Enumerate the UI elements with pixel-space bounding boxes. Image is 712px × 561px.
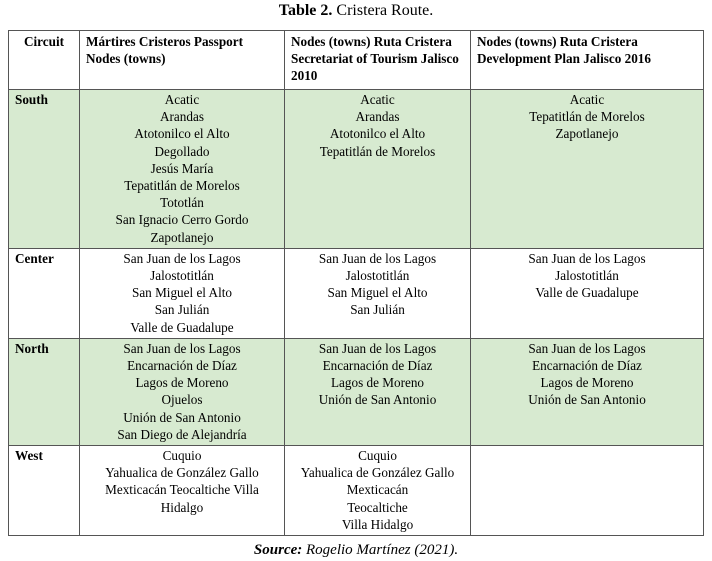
header-development-2016: Nodes (towns) Ruta Cristera Development Plan Jalisco 2016 [471,31,704,90]
table-source [0,540,712,560]
town-name: Unión de San Antonio [318,392,437,408]
town-name: Yahualica de González Gallo [300,465,455,481]
town-name: Valle de Guadalupe [535,285,639,301]
town-name: Acatic [360,92,395,107]
towns-cell [285,338,471,445]
town-name: Lagos de Moreno [330,375,425,391]
town-name: Arandas [160,109,204,125]
town-name: San Juan de los Lagos [528,250,646,266]
town-name: Ojuelos [161,392,203,408]
caption-text: Cristera Route. [332,2,434,19]
header-passport-nodes: Mártires Cristeros Passport Nodes (towns) [80,31,285,90]
town-name: San Juan de los Lagos [318,250,437,266]
town-name: Jesús María [150,160,214,176]
town-name: Atotonilco el Alto [329,126,426,142]
town-name: Acatic [164,92,200,107]
town-name: Jalostotitlán [345,268,410,284]
town-name: San Juan de los Lagos [123,250,241,266]
town-name: Lagos de Moreno [135,375,229,391]
town-name: Encarnación de Díaz [127,358,237,374]
town-name: San Miguel el Alto [131,285,232,301]
towns-cell [80,248,285,338]
town-name: Teocaltiche [347,499,408,515]
circuit-cell: West [9,446,80,536]
town-name: Mexticacán [346,482,409,498]
towns-cell [285,446,471,536]
town-name: Tototlán [160,195,204,211]
table-header-row [9,31,704,90]
town-name: San Juan de los Lagos [123,340,241,356]
towns-cell [285,90,471,249]
town-name: Cuquio [358,448,397,464]
town-name: Villa Hidalgo [341,516,414,532]
town-name: San Miguel el Alto [327,285,428,301]
towns-cell [80,446,285,536]
town-name: Unión de San Antonio [528,392,646,408]
table-row [9,338,704,445]
circuit-cell: South [9,90,80,249]
town-name: Acatic [569,92,605,107]
town-name: Tepatitlán de Morelos [319,143,436,159]
towns-cell [471,338,704,445]
town-name: San Julián [154,302,210,318]
town-name: Yahualica de González Gallo [105,465,259,481]
town-name: San Julián [350,302,405,318]
towns-cell [80,338,285,445]
towns-cell [471,90,704,249]
source-text: Rogelio Martínez (2021). [302,542,459,558]
header-tourism-2010: Nodes (towns) Ruta Cristera Secretariat of Tourism Jalisco 2010 [285,31,471,90]
cristera-route-table [8,30,704,536]
circuit-cell: Center [9,248,80,338]
town-name: Mexticacán Teocaltiche Villa Hidalgo [105,482,259,515]
table-body [9,90,704,536]
town-name: Jalostotitlán [555,268,619,284]
towns-cell [80,90,285,249]
towns-cell [285,248,471,338]
town-name: Lagos de Moreno [540,375,634,391]
towns-cell [471,248,704,338]
town-name: Jalostotitlán [150,268,214,284]
town-name: San Diego de Alejandría [117,426,247,442]
town-name: Degollado [154,143,210,159]
town-name: Arandas [355,109,400,125]
town-name: Tepatitlán de Morelos [529,109,645,125]
town-name: San Juan de los Lagos [528,340,646,356]
caption-label: Table 2. [278,2,333,19]
town-name: San Juan de los Lagos [318,340,437,356]
town-name: Encarnación de Díaz [532,358,642,374]
town-name: Atotonilco el Alto [134,126,230,142]
town-name: San Ignacio Cerro Gordo [115,212,249,228]
table-row [9,446,704,536]
town-name: Tepatitlán de Morelos [124,178,240,194]
header-circuit: Circuit [9,31,80,90]
table-caption [0,1,712,21]
town-name: Encarnación de Díaz [322,358,433,374]
towns-cell [471,446,704,536]
town-name: Zapotlanejo [150,229,214,245]
town-name: Unión de San Antonio [123,409,241,425]
town-name: Valle de Guadalupe [130,319,234,335]
table-row [9,90,704,249]
circuit-cell: North [9,338,80,445]
source-label: Source: [253,542,303,558]
table-row [9,248,704,338]
town-name: Zapotlanejo [555,126,619,142]
town-name: Cuquio [162,448,202,464]
